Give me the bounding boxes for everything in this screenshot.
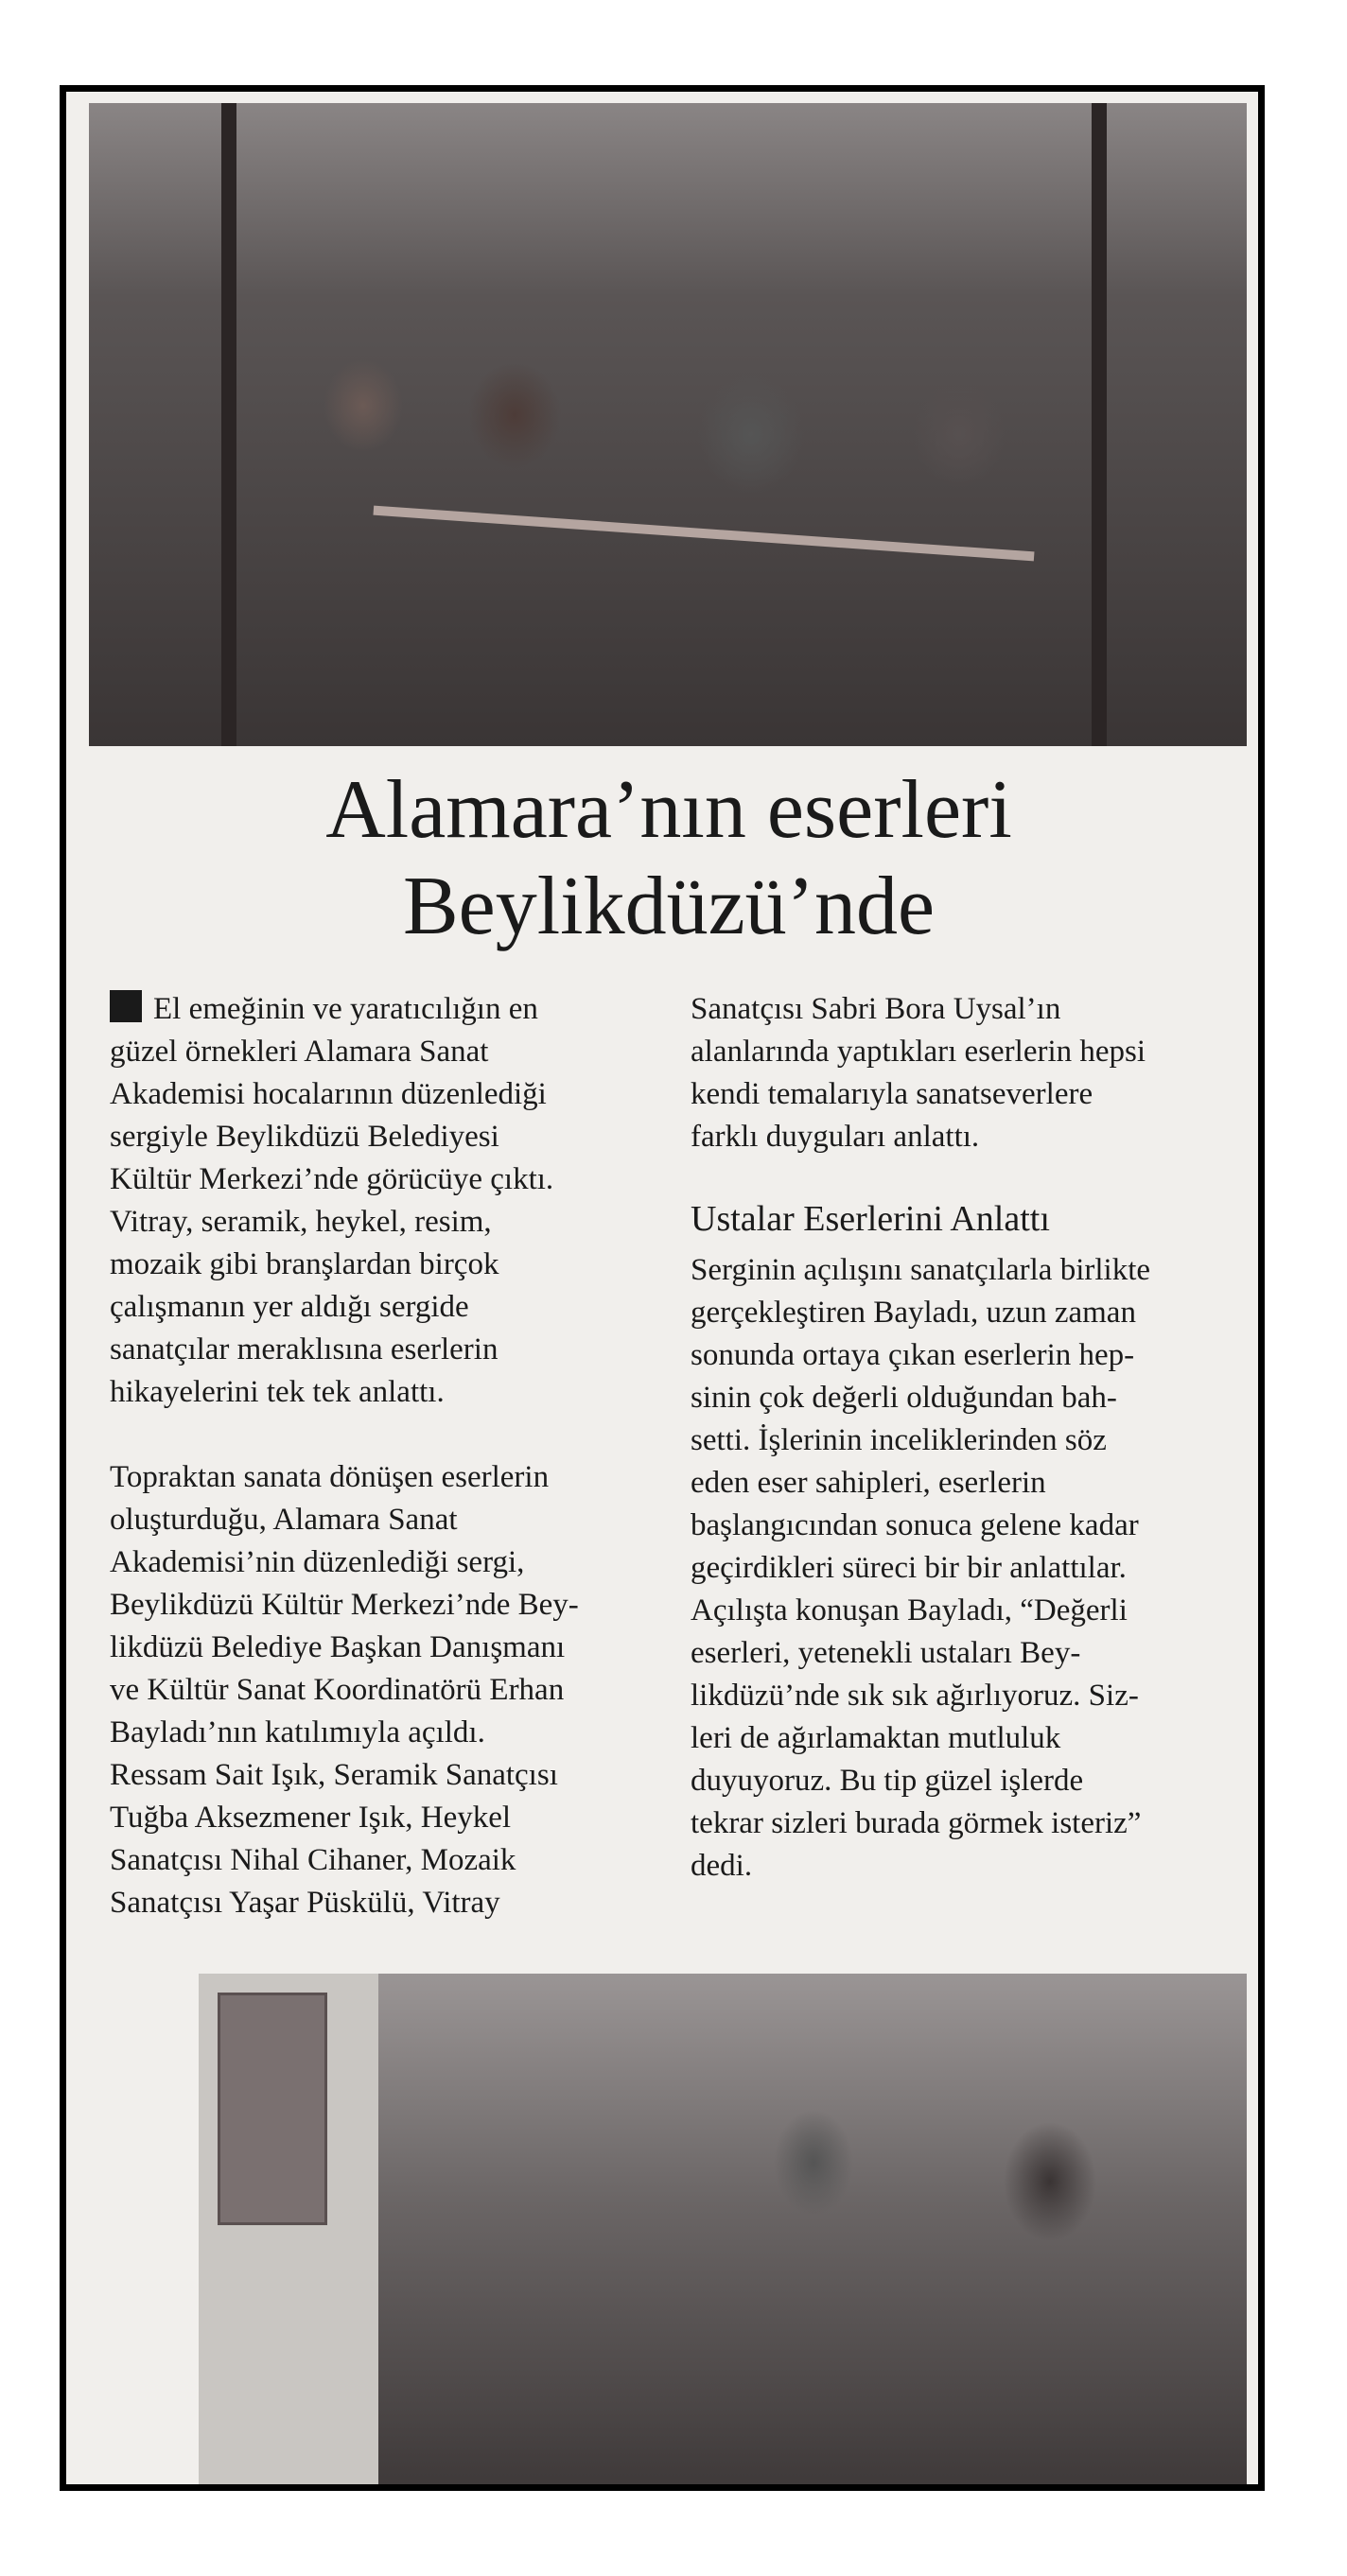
subheading: Ustalar Eserlerini Anlattı xyxy=(691,1199,1050,1239)
ceremonial-ribbon xyxy=(374,506,1035,562)
door-frame-left xyxy=(221,103,236,746)
article-left-column xyxy=(110,988,668,1924)
right-paragraph-2: Serginin açılışını sanatçılarla birlikte gerçekleştiren Bayladı, uzun zaman sonunda ortaya çıkan eserlerin hep- sinin çok değerli olduğundan bah- setti. İşlerinin inceliklerinden söz eden eser sahipleri, eserlerin başlangıcından sonuca gelene kadar geçirdikleri süreci bir bir anlattılar. Açılışta konuşan Bayladı, “Değerli eserleri, yetenekli ustaları Bey- likdüzü’nde sık sık ağırlıyoruz. Siz- leri de ağırlamaktan mutluluk duyuyoruz. Bu tip güzel işlerde tekrar sizleri burada görmek isteriz” dedi. xyxy=(691,1253,1151,1883)
bullet-square-icon xyxy=(110,990,142,1022)
wall-artwork xyxy=(218,1993,327,2225)
left-paragraph-2: Topraktan sanata dönüşen eserlerin oluşturduğu, Alamara Sanat Akademisi’nin düzenlediği sergi, Beylikdüzü Kültür Merkezi’nde Bey- likdüzü Belediye Başkan Danışmanı ve Kültür Sanat Koordinatörü Erhan Bayladı’nın katılımıyla açıldı. Ressam Sait Işık, Seramik Sanatçısı Tuğba Aksezmener Işık, Heykel Sanatçısı Nihal Cihaner, Mozaik Sanatçısı Yaşar Püskülü, Vitray xyxy=(110,1460,579,1920)
article-right-column xyxy=(691,988,1239,1888)
door-frame-right xyxy=(1092,103,1107,746)
newspaper-clipping xyxy=(60,85,1265,2491)
headline-line-1: Alamara’nın eserleri xyxy=(325,764,1012,856)
left-paragraph-1-text: El emeğinin ve yaratıcılığın en güzel örnekleri Alamara Sanat Akademisi hocalarının düzenlediği sergiyle Beylikdüzü Belediyesi Kültür Merkezi’nde görücüye çıktı. Vitray, seramik, heykel, resim, mozaik gibi branşlardan birçok çalışmanın yer aldığı sergide sanatçılar meraklısına eserlerin hikayelerini tek tek anlattı. xyxy=(110,992,554,1409)
headline-line-2: Beylikdüzü’nde xyxy=(402,861,936,952)
ribbon-cutting-photo xyxy=(89,103,1247,746)
right-paragraph-1: Sanatçısı Sabri Bora Uysal’ın alanlarında yaptıkları eserlerin hepsi kendi temalarıyla sanatseverlere farklı duyguları anlattı. xyxy=(691,992,1146,1154)
exhibition-photo xyxy=(199,1974,1247,2484)
left-paragraph-1 xyxy=(110,988,668,1414)
